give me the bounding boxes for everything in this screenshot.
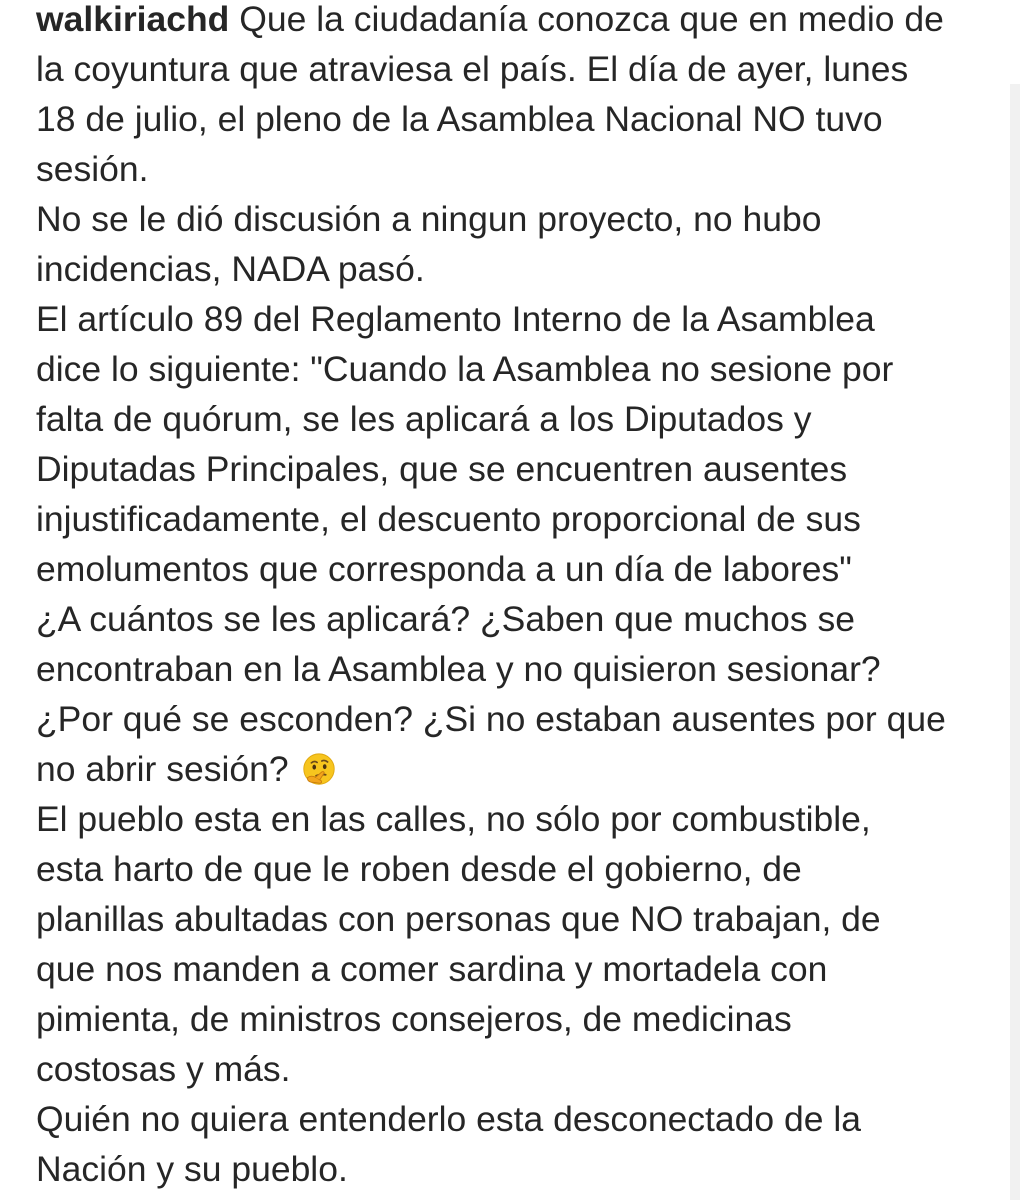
username-link[interactable]: walkiriachd	[36, 0, 230, 39]
caption-line-13: ¿A cuántos se les aplicará? ¿Saben que muchos se	[36, 599, 855, 639]
caption-line-20: que nos manden a comer sardina y mortadela con	[36, 949, 828, 989]
caption-line-1	[36, 0, 996, 44]
caption-line-5: No se le dió discusión a ningun proyecto, no hubo	[36, 199, 822, 239]
caption-line-24: Nación y su pueblo.	[36, 1149, 348, 1189]
caption-line-17: El pueblo esta en las calles, no sólo por combustible,	[36, 799, 871, 839]
caption-line-12: emolumentos que corresponda a un día de labores"	[36, 549, 852, 589]
caption-line-3: 18 de julio, el pleno de la Asamblea Nacional NO tuvo	[36, 99, 883, 139]
caption-line-7: El artículo 89 del Reglamento Interno de la Asamblea	[36, 299, 875, 339]
caption-line-10: Diputadas Principales, que se encuentren ausentes	[36, 449, 848, 489]
caption-text: Que la ciudadanía conozca que en medio de	[229, 0, 944, 39]
caption-line-4: sesión.	[36, 149, 149, 189]
caption-line-14: encontraban en la Asamblea y no quisieron sesionar?	[36, 649, 881, 689]
caption-line-23: Quién no quiera entenderlo esta desconectado de la	[36, 1099, 861, 1139]
caption-line-21: pimienta, de ministros consejeros, de medicinas	[36, 999, 792, 1039]
thinking-face-icon	[300, 751, 338, 789]
caption-line-9: falta de quórum, se les aplicará a los Diputados y	[36, 399, 812, 439]
caption-line-15: ¿Por qué se esconden? ¿Si no estaban ausentes por que	[36, 699, 946, 739]
caption-line-16	[36, 744, 996, 794]
post-caption	[36, 0, 996, 1194]
caption-line-8: dice lo siguiente: "Cuando la Asamblea no sesione por	[36, 349, 894, 389]
caption-line-11: injustificadamente, el descuento proporcional de sus	[36, 499, 861, 539]
caption-text: no abrir sesión?	[36, 749, 289, 789]
scrollbar[interactable]	[1010, 84, 1020, 1200]
caption-line-6: incidencias, NADA pasó.	[36, 249, 425, 289]
caption-line-22: costosas y más.	[36, 1049, 291, 1089]
caption-line-2: la coyuntura que atraviesa el país. El día de ayer, lunes	[36, 49, 909, 89]
caption-line-19: planillas abultadas con personas que NO trabajan, de	[36, 899, 881, 939]
caption-line-18: esta harto de que le roben desde el gobierno, de	[36, 849, 802, 889]
